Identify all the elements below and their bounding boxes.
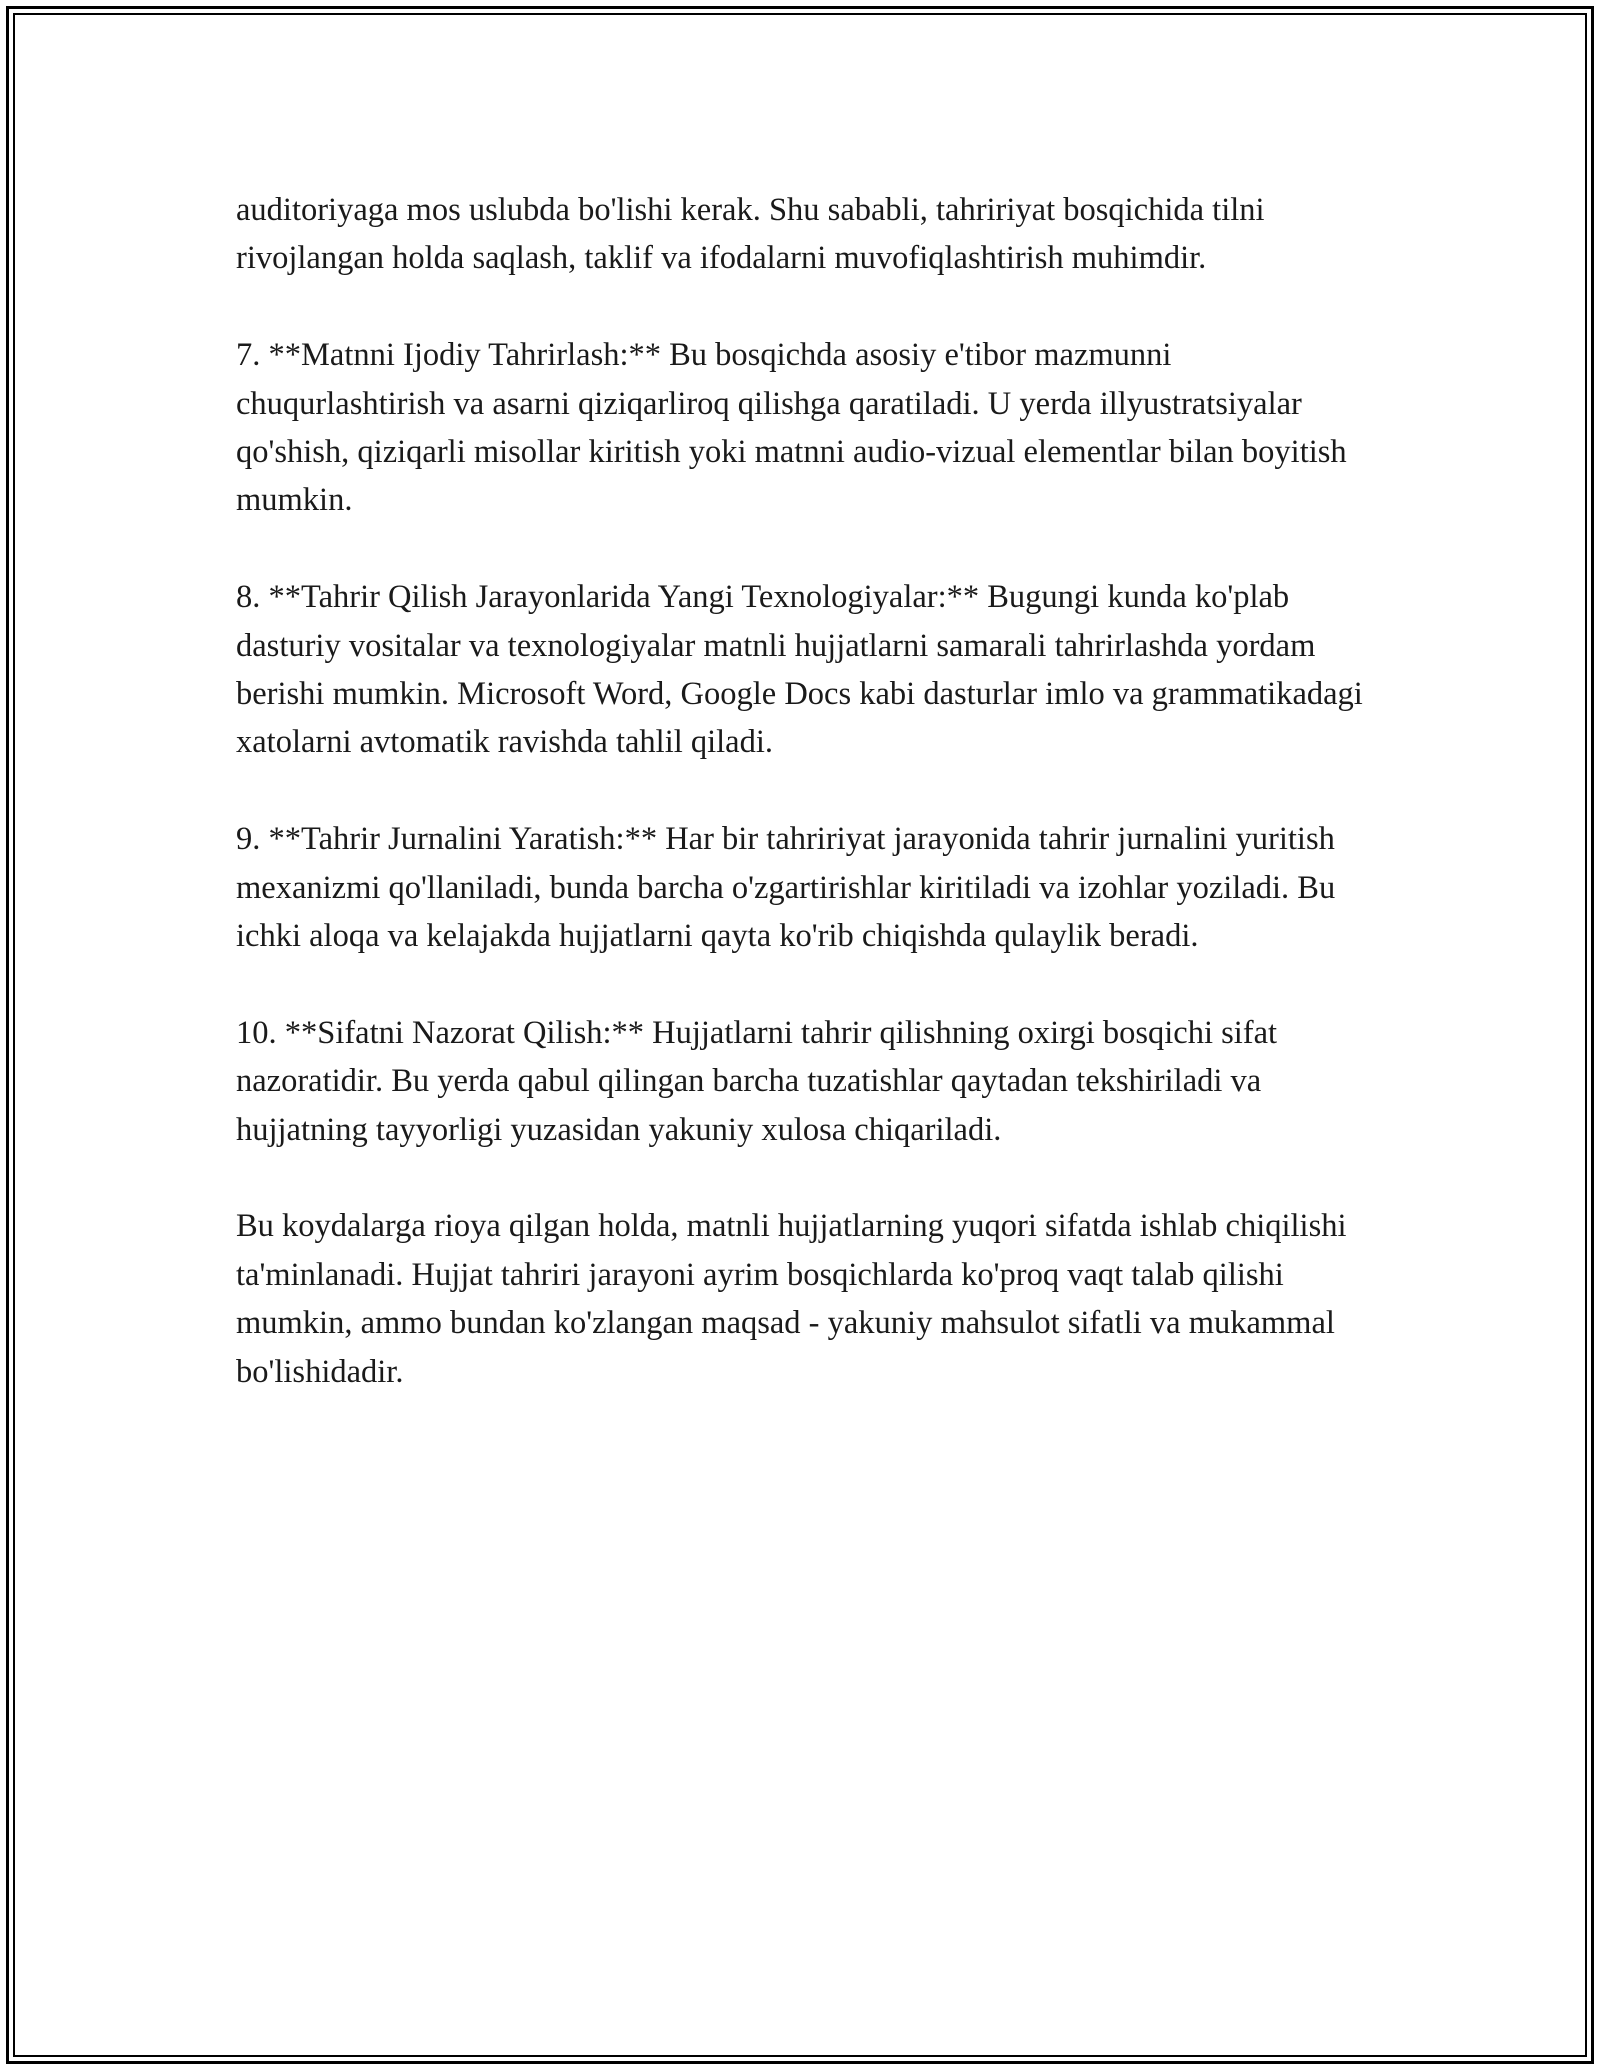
document-body <box>236 186 1376 1396</box>
paragraph-item-8: 8. **Tahrir Qilish Jarayonlarida Yangi Texnologiyalar:** Bugungi kunda ko'plab dasturiy vositalar va texnologiyalar matnli hujjatlarni samarali tahrirlashda yordam berishi mumkin. Microsoft Word, Google Docs kabi dasturlar imlo va grammatikadagi xatolarni avtomatik ravishda tahlil qiladi. <box>236 579 1363 761</box>
paragraph-item-10: 10. **Sifatni Nazorat Qilish:** Hujjatlarni tahrir qilishning oxirgi bosqichi sifat nazoratidir. Bu yerda qabul qilingan barcha tuzatishlar qaytadan tekshiriladi va hujjatning tayyorligi yuzasidan yakuniy xulosa chiqariladi. <box>236 1014 1278 1148</box>
paragraph-item-9: 9. **Tahrir Jurnalini Yaratish:** Har bir tahririyat jarayonida tahrir jurnalini yuritish mexanizmi qo'llaniladi, bunda barcha o'zgartirishlar kiritiladi va izohlar yoziladi. Bu ichki aloqa va kelajakda hujjatlarni qayta ko'rib chiqishda qulaylik beradi. <box>236 821 1336 955</box>
paragraph-intro-continuation: auditoriyaga mos uslubda bo'lishi kerak. Shu sababli, tahririyat bosqichida tilni rivojlangan holda saqlash, taklif va ifodalarni muvofiqlashtirish muhimdir. <box>236 192 1265 277</box>
paragraph-conclusion: Bu koydalarga rioya qilgan holda, matnli hujjatlarning yuqori sifatda ishlab chiqilishi ta'minlanadi. Hujjat tahriri jarayoni ayrim bosqichlarda ko'proq vaqt talab qilishi mumkin, ammo bundan ko'zlangan maqsad - yakuniy mahsulot sifatli va mukammal bo'lishidadir. <box>236 1208 1347 1390</box>
paragraph-item-7: 7. **Matnni Ijodiy Tahrirlash:** Bu bosqichda asosiy e'tibor mazmunni chuqurlashtirish va asarni qiziqarliroq qilishga qaratiladi. U yerda illyustratsiyalar qo'shish, qiziqarli misollar kiritish yoki matnni audio-vizual elementlar bilan boyitish mumkin. <box>236 337 1347 519</box>
